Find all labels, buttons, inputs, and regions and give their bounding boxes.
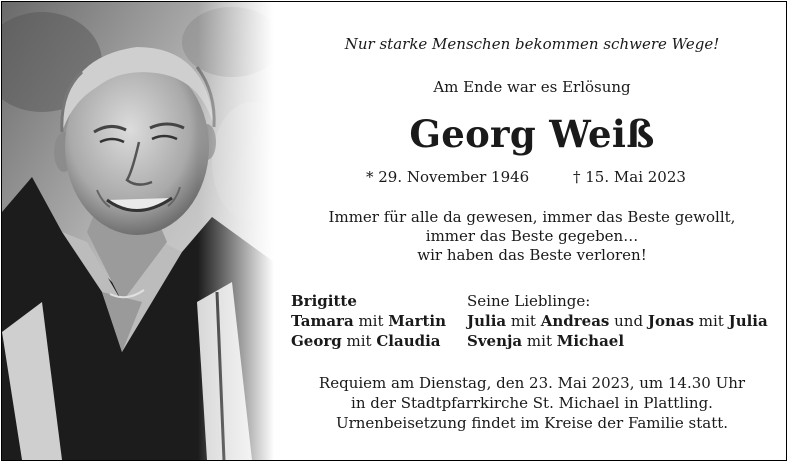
mourner-name: Tamara (291, 312, 354, 330)
mourner-name: Brigitte (291, 292, 357, 310)
verse-line: immer das Beste gegeben… (425, 227, 639, 245)
portrait-photo (2, 2, 274, 460)
mourner-name: Martin (388, 312, 447, 330)
mourner-name: Jonas (647, 312, 695, 330)
connector: und (609, 312, 648, 330)
mourner-name: Julia (728, 312, 768, 330)
mourner-name: Svenja (467, 332, 523, 350)
mourner-name: Julia (467, 312, 507, 330)
grandchildren-header: Seine Lieblinge: (467, 292, 591, 310)
verse-line: Immer für alle da gewesen, immer das Beste gewollt, (328, 208, 736, 226)
mourner-name: Michael (556, 332, 625, 350)
deceased-name: Georg Weiß (409, 112, 655, 156)
service-line: Urnenbeisetzung findet im Kreise der Familie statt. (335, 414, 729, 432)
death-date: † 15. Mai 2023 (573, 168, 686, 186)
intro-line: Am Ende war es Erlösung (433, 78, 631, 96)
service-line: Requiem am Dienstag, den 23. Mai 2023, um 14.30 Uhr (318, 374, 746, 392)
mourner-name: Georg (291, 332, 342, 350)
mourner-name: Claudia (376, 332, 441, 350)
mourner-name: Andreas (540, 312, 610, 330)
verse (282, 208, 782, 265)
connector: mit (506, 312, 541, 330)
connector: mit (341, 332, 377, 350)
family-right (467, 291, 768, 351)
motto: Nur starke Menschen bekommen schwere Wege! (344, 35, 720, 53)
birth-date: * 29. November 1946 (366, 168, 530, 186)
connector: mit (353, 312, 389, 330)
obituary-notice (1, 1, 787, 461)
connector: mit (694, 312, 729, 330)
verse-line: wir haben das Beste verloren! (417, 246, 647, 264)
connector: mit (522, 332, 557, 350)
family-left (291, 291, 446, 351)
service-info (282, 373, 782, 433)
service-line: in der Stadtpfarrkirche St. Michael in Plattling. (351, 394, 713, 412)
